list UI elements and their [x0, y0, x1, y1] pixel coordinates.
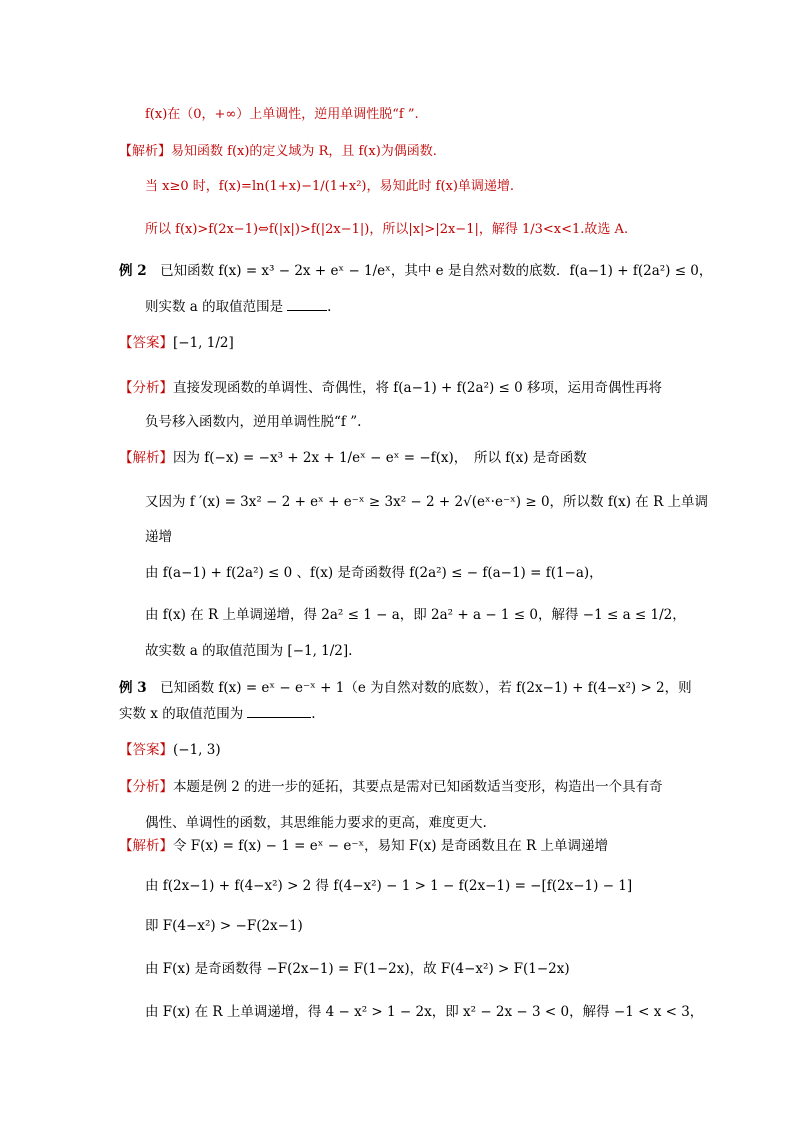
line-text: 由 f(2x−1) + f(4−x²) > 2 得 f(4−x²) − 1 > 1 − f(2x−1) = −[f(2x−1) − 1]: [145, 878, 633, 894]
line-text: 故实数 a 的取值范围为 [−1, 1/2].: [145, 643, 353, 659]
text-line-9: [145, 411, 361, 433]
answer-blank[interactable]: [287, 296, 327, 311]
line-text: 负号移入函数内，逆用单调性脱“f ”.: [145, 414, 362, 430]
text-line-13: [145, 562, 603, 584]
line-end: .: [311, 706, 316, 722]
text-line-5: [119, 260, 712, 282]
text-line-15: [145, 640, 352, 662]
line-text: 直接发现函数的单调性、奇偶性，将 f(a−1) + f(2a²) ≤ 0 移项，运用奇偶性再将: [173, 380, 663, 396]
line-text: 因为 f(−x) = −x³ + 2x + 1/eˣ − eˣ = −f(x)， 所以 f(x) 是奇函数: [173, 450, 587, 466]
text-line-14: [145, 604, 686, 626]
line-text: 本题是例 2 的进一步的延拓，其要点是需对已知函数适当变形，构造出一个具有奇: [173, 779, 663, 795]
section-tag: 【答案】: [119, 335, 173, 351]
text-line-8: [119, 377, 662, 399]
section-tag: 【解析】: [119, 838, 173, 854]
line-text: 易知函数 f(x)的定义域为 R，且 f(x)为偶函数.: [171, 144, 437, 159]
line-text: 当 x≥0 时，f(x)=ln(1+x)−1/(1+x²)，易知此时 f(x)单调递增.: [145, 179, 515, 194]
line-text: 由 F(x) 在 R 上单调递增，得 4 − x² > 1 − 2x，即 x² − 2x − 3 < 0，解得 −1 < x < 3，: [145, 1004, 704, 1020]
text-line-12: [145, 526, 172, 548]
answer-blank[interactable]: [247, 703, 311, 718]
line-text: 所以 f(x)>f(2x−1)⇔f(|x|)>f(|2x−1|)，所以|x|>|2x−1|，解得 1/3<x<1.故选 A.: [145, 222, 629, 237]
text-line-19: [119, 776, 663, 798]
text-line-24: [145, 958, 570, 980]
line-text: 由 f(x) 在 R 上单调递增，得 2a² ≤ 1 − a，即 2a² + a − 1 ≤ 0，解得 −1 ≤ a ≤ 1/2，: [145, 607, 686, 623]
section-tag: 【解析】: [119, 450, 173, 466]
text-line-22: [145, 875, 632, 897]
text-line-17: [119, 703, 316, 725]
line-text: f(x)在（0，+∞）上单调性，逆用单调性脱“f ”.: [145, 107, 419, 122]
line-end: .: [327, 299, 332, 315]
line-text: (−1, 3): [173, 742, 221, 758]
text-line-23: [145, 915, 303, 937]
line-text: 偶性、单调性的函数，其思维能力要求的更高，难度更大.: [145, 815, 487, 831]
text-line-20: [145, 812, 487, 834]
section-tag: 【分析】: [119, 779, 173, 795]
example-label: 例 2: [119, 263, 147, 279]
text-line-2: [119, 141, 437, 163]
text-line-16: [119, 677, 692, 699]
line-text: 令 F(x) = f(x) − 1 = eˣ − e⁻ˣ，易知 F(x) 是奇函数且在 R 上单调递增: [173, 838, 609, 854]
line-text: 已知函数 f(x) = eˣ − e⁻ˣ + 1（e 为自然对数的底数），若 f(2x−1) + f(4−x²) > 2，则: [146, 680, 692, 696]
text-line-6: [145, 296, 331, 318]
text-line-3: [145, 176, 514, 198]
example-label: 例 3: [119, 680, 147, 696]
line-text: 则实数 a 的取值范围是: [145, 299, 284, 315]
line-text: 即 F(4−x²) > −F(2x−1): [145, 918, 303, 934]
line-text: [−1, 1/2]: [173, 335, 234, 351]
line-text: 又因为 f ′(x) = 3x² − 2 + eˣ + e⁻ˣ ≥ 3x² − 2 + 2√(eˣ·e⁻ˣ) ≥ 0，所以数 f(x) 在 R 上单调: [145, 494, 709, 510]
line-text: 递增: [145, 529, 172, 545]
text-line-21: [119, 835, 608, 857]
text-line-11: [145, 491, 708, 513]
text-line-18: [119, 739, 221, 761]
line-text: 已知函数 f(x) = x³ − 2x + eˣ − 1/eˣ，其中 e 是自然对数的底数．f(a−1) + f(2a²) ≤ 0，: [146, 263, 713, 279]
line-text: 由 f(a−1) + f(2a²) ≤ 0 、f(x) 是奇函数得 f(2a²) ≤ − f(a−1) = f(1−a)，: [145, 565, 603, 581]
line-text: 实数 x 的取值范围为: [119, 706, 244, 722]
text-line-1: [145, 104, 419, 126]
section-tag: 【分析】: [119, 380, 173, 396]
text-line-7: [119, 332, 234, 354]
line-text: 由 F(x) 是奇函数得 −F(2x−1) = F(1−2x)，故 F(4−x²) > F(1−2x): [145, 961, 570, 977]
section-tag: 【解析】: [119, 144, 172, 159]
text-line-10: [119, 447, 587, 469]
text-line-4: [145, 219, 628, 241]
section-tag: 【答案】: [119, 742, 173, 758]
text-line-25: [145, 1001, 703, 1023]
